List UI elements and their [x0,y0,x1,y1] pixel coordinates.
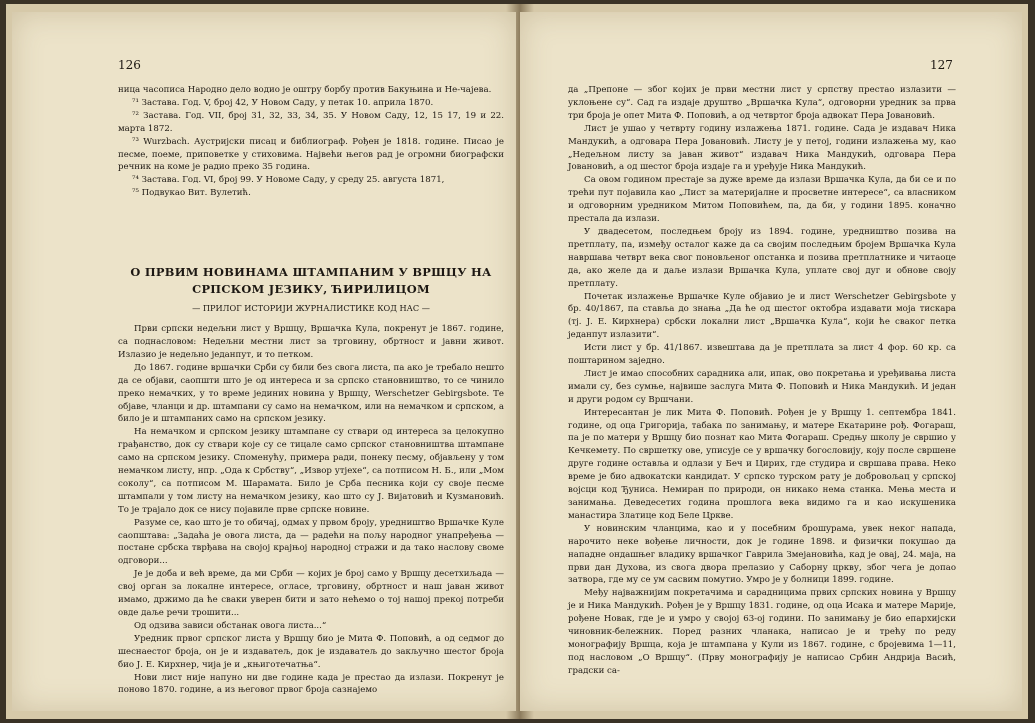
body-paragraph: До 1867. године вршачки Срби су били без свога листа, па ако је требало нешто да се објави, саопшти што је од интереса и за српско становништво, то се чинило преко немачких, у то време јединих новина у Вршцу, Werschetzer Gebirgsbote. Те објаве, чланци и др. штампани су само на немачком, или на немачком и српском, а било је и штампаних само на српском језику. [118,362,504,425]
body-paragraph: Интересантан је лик Мита Ф. Поповић. Рођен је у Вршцу 1. септембра 1841. године, од оца Григорија, табака по занимању, и матере Екатарине рођ. Фогараш, па је по матери у Вршцу био познат као Мита Фогараш. Средњу школу је свршио у Кечкемету. По свршетку ове, уписује се у вршачку богословију, коју после свршене друге године оставља и одлази у Беч и Цирих, где студира и свршава права. Неко време је био адвокатски кандидат. У српско турском рату је добровољац у српској војсци код Ђуниса. Немиран по природи, он никако нема станка. Мења места и занимања. Деведесетих година прошлога века видимо га и као искушеника манастира Златице код Беле Цркве. [568,407,956,521]
footnote: ⁷² Застава. Год. VII, број 31, 32, 33, 34, 35. У Новом Саду, 12, 15 17, 19 и 22. марта 1872. [118,110,504,134]
body-paragraph: Лист је ушао у четврту годину излажења 1871. године. Сада је издавач Ника Мандукић, а одговара Пера Јовановић. Листу је у петој, години излажења му, као „Недељном листу за јаван живот“ издавач Ника Мандукић, одговара Пера Јовановић, а од шестог броја издаје га и уређује Ника Мандукић. [568,123,956,173]
page-number: 127 [930,58,953,72]
body-paragraph: Међу најважнијим покретачима и сарадницима првих српских новина у Вршцу је и Ника Мандукић. Рођен је у Вршцу 1831. године, од оца Исака и матере Марије, рођене Новак, где је и умро у својој 63-ој години. По занимању је био епархијски чиновник-бележник. Поред разних чланака, написао је и трећу по реду монографију Вршца, која је штампана у Кули из 1867. године, с бројевима 1—11, под насловом „О Вршцу“. (Прву монографију је написао Србин Андрија Васић, градски са- [568,588,956,676]
left-page [12,12,516,711]
body-paragraph: Лист је имао способних сарадника али, ипак, ово покретања и уређивања листа имали су, без сумње, највише заслуга Мита Ф. Поповић и Ника Мандукић. И један и други родом су Вршчани. [568,368,956,405]
article-title: О ПРВИМ НОВИНАМА ШТАМПАНИМ У ВРШЦУ НА СРПСКОМ ЈЕЗИКУ, ЋИРИЛИЦОМ [130,265,492,297]
body-paragraph-continuation: да „Препоне — због којих је први местни лист у српству престао излазити — уклоњене су“. Сад га издаје друштво „Вршачка Кула“, одговорни уредник за прва три броја је опет Мита Ф. Поповић, а од четвртог броја адвокат Пера Јовановић. [568,85,956,121]
right-text-column [568,84,956,678]
spacer [118,200,504,264]
footnote: ⁷⁵ Подвукао Вит. Вулетић. [132,188,251,199]
body-paragraph: Нови лист није напуно ни две године када је престао да излази. Покренут је поново 1870. године, а из његовог првог броја сазнајемо [118,672,504,696]
body-paragraph: Са овом годином престаје за дуже време да излази Вршачка Кула, да би се и по трећи пут појавила као „Лист за материјалне и просветне интересе“, са власником и одговорним уредником Митом Поповићем, па, да би, у години 1895. коначно престала да излази. [568,175,956,225]
book-spread [6,4,1028,719]
body-paragraph: У двадесетом, последњем броју из 1894. године, уредништво позива на претплату, па, између осталог каже да са својим последњим бројем Вршачка Кула навршава четврт века свог поновљеног опстанка и позива претплатнике и читаоце да, ако желе да и даље излази Вршачка Кула, уплате свој дуг и обнове своју претплату. [568,226,956,289]
body-paragraph: Исти лист у бр. 41/1867. извештава да је претплата за лист 4 фор. 60 кр. са поштарином заједно. [568,343,956,367]
body-paragraph: Први српски недељни лист у Вршцу, Вршачка Кула, покренут је 1867. године, са поднасловом: Недељни местни лист за трговину, обртност и јавни живот. Излазио је недељно једанпут, и то петком. [118,324,504,360]
footnote: ⁷¹ Застава. Год. V, број 42, У Новом Саду, у петак 10. априла 1870. [132,97,434,108]
left-text-column [118,84,504,697]
article-subtitle: — ПРИЛОГ ИСТОРИЈИ ЖУРНАЛИСТИКЕ КОД НАС — [192,303,430,314]
page-number: 126 [118,58,141,72]
footnote-continuation: ница часописа Народно дело водио је оштру борбу против Бакуњина и Не-чајева. [118,85,492,95]
right-page [520,12,1022,711]
body-paragraph: Од одзива зависи обстанак овога листа...“ [134,620,327,631]
body-paragraph: Је је доба и већ време, да ми Срби — којих је број само у Вршцу десетхиљада — свој орган за локалне интересе, огласе, трговину, обртност и наш јаван живот имамо, држимо да ће сваки уверен бити и зато нећемо о тој нашој прекој потреби овде даље речи трошити... [118,569,504,618]
footnote: ⁷³ Wurzbach. Аустријски писац и библиограф. Рођен је 1818. године. Писао је песме, поеме, приповетке у стиховима. Највећи његов рад је огромни биографски речник на коме је радио преко 35 година. [118,136,504,173]
body-paragraph: Разуме се, као што је то обичај, одмах у првом броју, уредништво Вршачке Куле саопштава: „Задаћа је овога листа, да — радећи на пољу народног унапређења — постане србска тврђава на својој крајњој народној стражи и да тако наслову своме одговори... [118,517,504,567]
body-paragraph: У новинским чланцима, као и у посебним брошурама, увек неког напада, нарочито неке вођење личности, док је године 1898. и физички покушао да нападне ондашњег владику вршачког Гаврила Змејановића, кад је овај, 24. маја, на први дан Духова, из свога двора прелазио у Саборну цркву, због чега је допао затвора, где му се ум сасвим помутио. Умро је у болници 1899. године. [568,523,956,586]
body-paragraph: На немачком и српском језику штампане су ствари од интереса за целокупно грађанство, док су ствари које су се тицале само српског становништва штампане само на српском језику. Споменућу, примера ради, понеку песму, објављену у том немачком листу, нпр. „Ода к Србству“, „Извор утјехе“, са потписом Н. Б., или „Мом соколу“, са потписом М. Шарамата. Било је Срба песника који су своје песме штампали у том листу на немачком језику, као што су Ј. Вијатовић и Кузмановић. То је трајало док се нису појавиле прве српске новине. [118,427,504,515]
footnote: ⁷⁴ Застава. Год. VI, број 99. У Новоме Саду, у среду 25. августа 1871, [132,175,445,186]
body-paragraph: Уредник првог српског листа у Вршцу био је Мита Ф. Поповић, а од седмог до шеснаестог броја, он је и издаватељ, док је издаватељ до закључно шестог броја био Ј. Е. Кирхнер, чија је и „књиготечатња“. [118,633,504,670]
body-paragraph: Почетак излажење Вршачке Куле објавио је и лист Werschetzer Gebirgsbote у бр. 40/1867, па ставља до знања „Да ће од шестог октобра издавати моја тискара (тј. Ј. Е. Кирхнера) србски локални лист „Вршачка Кула“, који ће сваког петка једанпут излазити“. [568,291,956,341]
